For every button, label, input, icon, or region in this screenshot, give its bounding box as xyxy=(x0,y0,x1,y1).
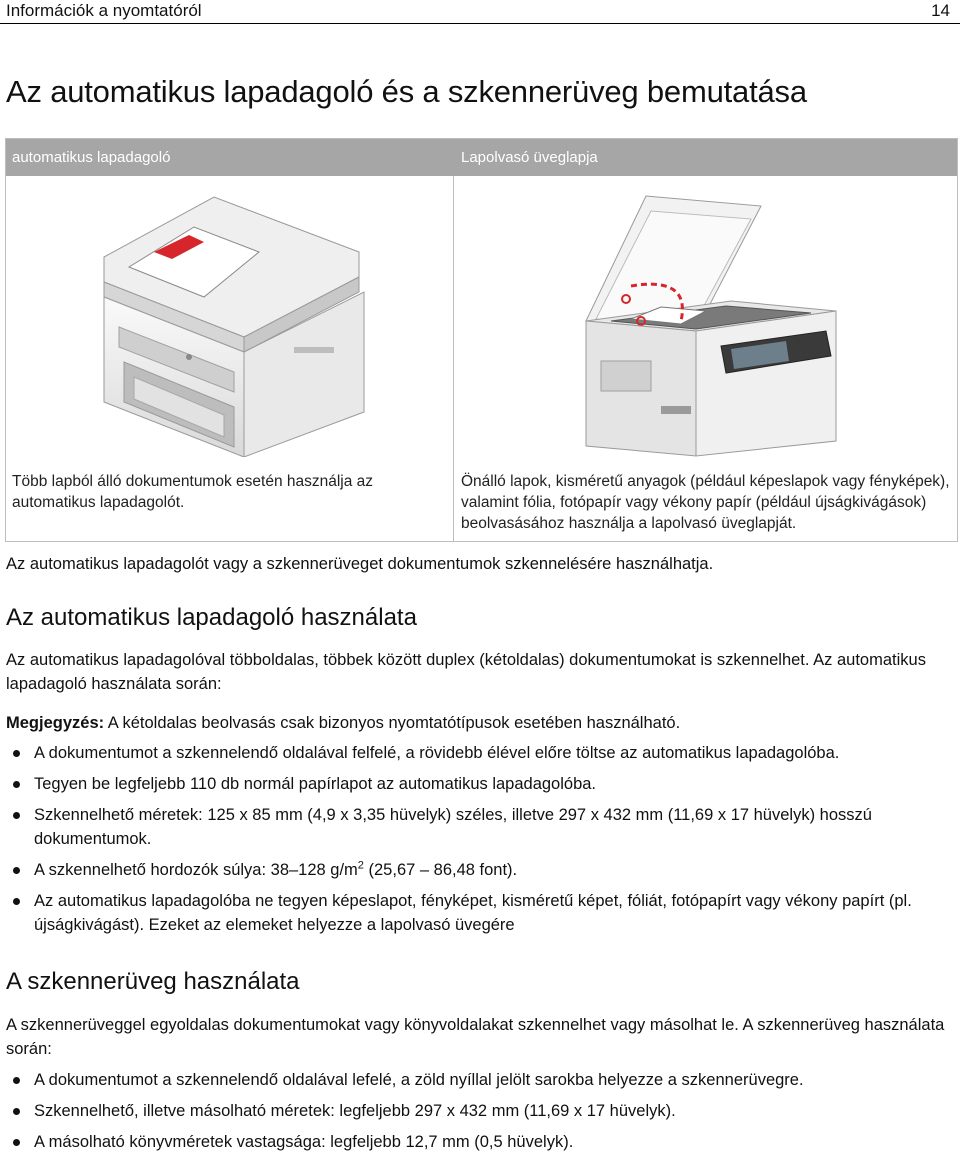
adf-note xyxy=(6,711,951,735)
list-item: A szkennelhető hordozók súlya: 38–128 $g/m^2$ (25,67 – 86,48 font). xyxy=(6,858,951,882)
page-header xyxy=(0,0,960,24)
list-item: Tegyen be legfeljebb 110 db normál papírlapot az automatikus lapadagolóba. xyxy=(6,772,951,796)
col-header-glass: Lapolvasó üveglapja xyxy=(461,149,598,166)
scanner-glass-illustration xyxy=(571,181,856,461)
glass-bullet-list xyxy=(6,1068,951,1161)
column-divider xyxy=(453,176,454,541)
section-title: Információk a nyomtatóról xyxy=(6,1,202,20)
page-number: 14 xyxy=(931,1,950,20)
list-item: A másolható könyvméretek vastagsága: legfeljebb 12,7 mm (0,5 hüvelyk). xyxy=(6,1130,951,1154)
list-item: A dokumentumot a szkennelendő oldalával lefelé, a zöld nyíllal jelölt sarokba helyezze a szkennerüvegre. xyxy=(6,1068,951,1092)
intro-paragraph: Az automatikus lapadagolót vagy a szkennerüveget dokumentumok szkennelésére használhatja. xyxy=(6,555,714,573)
col-header-adf: automatikus lapadagoló xyxy=(12,149,171,166)
adf-caption: Több lapból álló dokumentumok esetén használja az automatikus lapadagolót. xyxy=(12,473,374,511)
bullet-icon xyxy=(13,898,20,905)
bullet-icon xyxy=(13,867,20,874)
page-title: Az automatikus lapadagoló és a szkennerüveg bemutatása xyxy=(6,74,807,109)
list-item: Szkennelhető méretek: 125 x 85 mm (4,9 x 3,35 hüvelyk) széles, illetve 297 x 432 mm (11,69 x 17 hüvelyk) hosszú dokumentumok. xyxy=(6,803,951,851)
glass-caption: Önálló lapok, kisméretű anyagok (például képeslapok vagy fényképek), valamint fólia, fotópapír vagy vékony papír (például újságkivágások) beolvasásához használja a lapolvasó üveglapját. xyxy=(461,473,950,532)
table-header xyxy=(6,139,957,176)
bullet-icon xyxy=(13,1108,20,1115)
adf-printer-illustration xyxy=(94,187,374,457)
note-label: Megjegyzés: xyxy=(6,714,105,732)
list-item: Szkennelhető, illetve másolható méretek: legfeljebb 297 x 432 mm (11,69 x 17 hüvelyk). xyxy=(6,1099,951,1123)
list-item: A dokumentumot a szkennelendő oldalával felfelé, a rövidebb élével előre töltse az automatikus lapadagolóba. xyxy=(6,741,951,765)
comparison-table xyxy=(5,138,958,542)
list-item: Az automatikus lapadagolóba ne tegyen képeslapot, fényképet, kisméretű képet, fóliát, fotópapírt vagy vékony papírt (pl. újságkivágást). Ezeket az elemeket helyezze a lapolvasó üvegére xyxy=(6,889,951,937)
adf-heading: Az automatikus lapadagoló használata xyxy=(6,604,417,631)
note-text: A kétoldalas beolvasás csak bizonyos nyomtatótípusok esetében használható. xyxy=(104,714,681,732)
bullet-icon xyxy=(13,781,20,788)
bullet-icon xyxy=(13,750,20,757)
bullet-icon xyxy=(13,812,20,819)
bullet-icon xyxy=(13,1077,20,1084)
bullet-icon xyxy=(13,1139,20,1146)
adf-paragraph: Az automatikus lapadagolóval többoldalas, többek között duplex (kétoldalas) dokumentumokat is szkennelhet. Az automatikus lapadagoló használata során: xyxy=(6,651,926,693)
adf-bullet-list xyxy=(6,741,951,944)
glass-paragraph: A szkennerüveggel egyoldalas dokumentumokat vagy könyvoldalakat szkennelhet vagy másolhat le. A szkennerüveg használata során: xyxy=(6,1016,945,1058)
glass-heading: A szkennerüveg használata xyxy=(6,968,300,995)
